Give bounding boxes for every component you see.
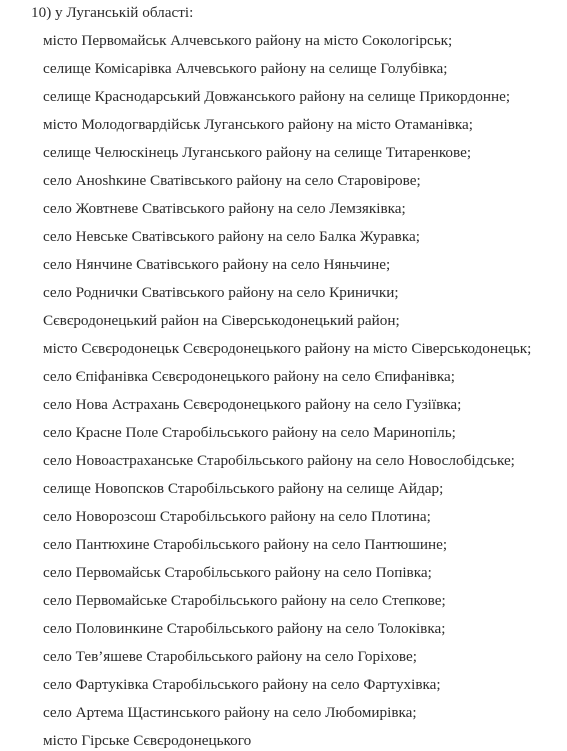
list-item: селище Краснодарський Довжанського району на селище Прикордонне; xyxy=(43,88,511,105)
list-item: селище Комісарівка Алчевського району на селище Голубівка; xyxy=(43,60,448,77)
list-item: село Нянчине Сватівського району на село Няньчине; xyxy=(43,256,391,273)
list-item: село Артема Щастинського району на село Любомирівка; xyxy=(43,704,417,721)
list-item: селище Новопсков Старобільського району на селище Айдар; xyxy=(43,480,444,497)
list-item: селище Челюскінець Луганського району на селище Титаренкове; xyxy=(43,144,472,161)
list-item: село Первомайськ Старобільського району на село Попівка; xyxy=(43,564,432,581)
list-item: місто Гірське Сєвєродонецького xyxy=(43,732,252,749)
list-item: село Новоастраханське Старобільського району на село Новослобідське; xyxy=(43,452,515,469)
list-item: село Єпіфанівка Сєвєродонецького району на село Єпифанівка; xyxy=(43,368,455,385)
list-item: село Пантюхине Старобільського району на село Пантюшине; xyxy=(43,536,448,553)
list-item: село Аноshкине Сватівського району на село Старовірове; xyxy=(43,172,421,189)
list-item: Сєвєродонецький район на Сіверськодонецький район; xyxy=(43,312,400,329)
list-item: село Фартуківка Старобільського району на село Фартухівка; xyxy=(43,676,441,693)
list-item: село Новорозсош Старобільського району на село Плотина; xyxy=(43,508,431,525)
list-item: село Красне Поле Старобільського району на село Маринопіль; xyxy=(43,424,456,441)
list-item: село Жовтневе Сватівського району на село Лемзяківка; xyxy=(43,200,406,217)
list-item: село Нова Астрахань Сєвєродонецького району на село Гузіївка; xyxy=(43,396,462,413)
list-item: місто Сєвєродонецьк Сєвєродонецького району на місто Сіверськодонецьк; xyxy=(43,340,532,357)
list-item: село Роднички Сватівського району на село Кринички; xyxy=(43,284,399,301)
list-item: місто Первомайськ Алчевського району на місто Сокологірськ; xyxy=(43,32,453,49)
list-item: село Невське Сватівського району на село Балка Журавка; xyxy=(43,228,420,245)
list-item: село Первомайське Старобільського району на село Степкове; xyxy=(43,592,446,609)
section-heading: 10) у Луганській області: xyxy=(31,4,194,21)
list-item: село Тев’яшеве Старобільського району на село Горіхове; xyxy=(43,648,417,665)
list-item: місто Молодогвардійськ Луганського району на місто Отаманівка; xyxy=(43,116,473,133)
list-item: село Половинкине Старобільського району на село Толоківка; xyxy=(43,620,446,637)
